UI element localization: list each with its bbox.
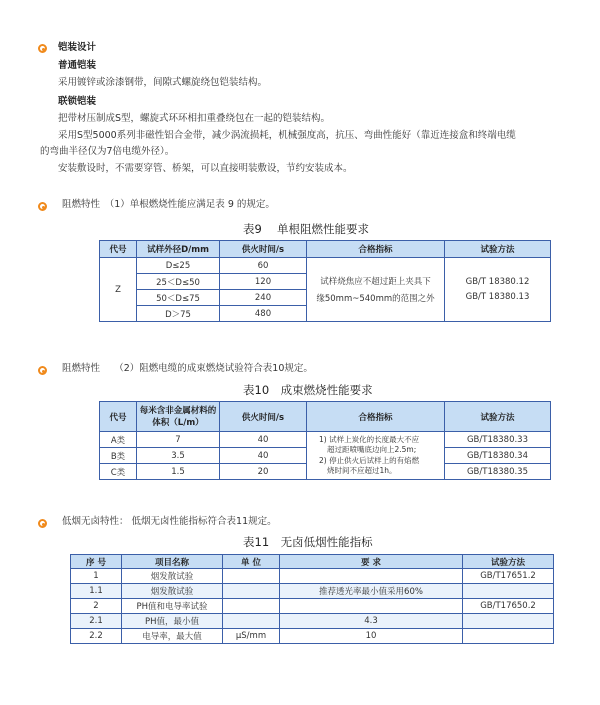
table-row [71,569,554,584]
table-cell: 1.1 [71,584,122,599]
armor-title: 铠装设计 [58,42,97,53]
table11 [70,554,554,644]
armor-paragraph: 采用镀锌或涂漆钢带，间隙式螺旋绕包铠装结构。 [58,77,268,88]
table10-caption: 表10 成束燃烧性能要求 [243,383,373,397]
table-cell [463,614,554,629]
table-header: 供火时间/s [220,402,307,432]
table-cell: C类 [100,464,137,480]
table-cell [223,569,280,584]
criteria-line: 超过距喷嘴底边向上2.5m; [327,445,417,454]
table-cell: 25＜D≤50 [137,274,220,290]
table-row [71,629,554,644]
method-line: GB/T 18380.12 [465,277,530,287]
table9-caption: 表9 单根阻燃性能要求 [243,222,369,236]
armor-paragraph: 安装敷设时，不需要穿管、桥架，可以直接明装敷设，节约安装成本。 [58,163,353,174]
table-cell: 40 [220,448,307,464]
table-cell: 1 [71,569,122,584]
flame1-intro: 阻燃特性 （1）单根燃烧性能应满足表 9 的规定。 [62,199,275,210]
table-cell: 480 [220,306,307,322]
table-header: 合格指标 [307,402,445,432]
smoke-intro: 低烟无卤特性： 低烟无卤性能指标符合表11规定。 [62,516,277,527]
table-header: 序 号 [71,555,122,569]
table-cell: 烟发散试验 [122,569,223,584]
table-cell: 推荐透光率最小值采用60% [280,584,463,599]
bullet-icon [38,366,47,375]
table-cell [280,569,463,584]
table-header: 项目名称 [122,555,223,569]
table-cell: 2.2 [71,629,122,644]
table-cell: 2 [71,599,122,614]
criteria-line: 试样烧焦应不超过距上夹具下 [320,277,431,287]
table-cell: B类 [100,448,137,464]
table-cell: 烟发散试验 [122,584,223,599]
table10 [99,401,551,480]
table-cell: PH值，最小值 [122,614,223,629]
table9 [99,240,551,322]
table-cell: GB/T18380.35 [445,464,551,480]
table-cell: GB/T17651.2 [463,569,554,584]
table-row [100,258,551,274]
table-header: 供火时间/s [220,241,307,258]
armor-paragraph: 的弯曲半径仅为7倍电缆外径）。 [40,146,175,157]
table-cell: 1.5 [137,464,220,480]
table-cell: 4.3 [280,614,463,629]
method-line: GB/T 18380.13 [465,292,530,302]
bullet-icon [38,202,47,211]
table-header: 单 位 [223,555,280,569]
criteria-line: 缘50mm~540mm的范围之外 [316,294,435,304]
table-cell [463,584,554,599]
table-header: 合格指标 [307,241,445,258]
armor-paragraph: 把带材压制成S型，螺旋式环环相扣重叠绕包在一起的铠装结构。 [58,113,331,124]
table-header: 代号 [100,402,137,432]
table-cell: 电导率，最大值 [122,629,223,644]
armor-sub-interlock: 联锁铠装 [58,96,97,107]
table-cell [463,629,554,644]
table-header: 代号 [100,241,137,258]
table-cell: PH值和电导率试验 [122,599,223,614]
armor-sub-normal: 普通铠装 [58,60,97,71]
table-cell: 60 [220,258,307,274]
table-cell [223,584,280,599]
table-row [100,432,551,448]
table-cell: GB/T17650.2 [463,599,554,614]
table-header: 要 求 [280,555,463,569]
table-cell: 2.1 [71,614,122,629]
table11-caption: 表11 无卤低烟性能指标 [243,535,373,549]
table-cell: D≤25 [137,258,220,274]
table-cell: 240 [220,290,307,306]
table-header: 试样外径D/mm [137,241,220,258]
table-cell-criteria [307,432,445,480]
table-cell: D＞75 [137,306,220,322]
table-cell: 20 [220,464,307,480]
criteria-line: 烧时间不应超过1h。 [327,466,397,475]
table-cell: 50＜D≤75 [137,290,220,306]
criteria-line: 2) 停止供火后试样上的有焰燃 [319,455,420,465]
table-header: 每米含非金属材料的体积（L/m） [137,402,220,432]
table-header: 试验方法 [463,555,554,569]
table-cell: 7 [137,432,220,448]
table-cell [280,599,463,614]
table-cell: A类 [100,432,137,448]
table-header: 试验方法 [445,402,551,432]
table-cell: 10 [280,629,463,644]
table-row [71,599,554,614]
table-cell-method [445,258,551,322]
table-cell: 120 [220,274,307,290]
bullet-icon [38,519,47,528]
table-cell: GB/T18380.33 [445,432,551,448]
table-header: 试验方法 [445,241,551,258]
flame2-intro: 阻燃特性 （2）阻燃电缆的成束燃烧试验符合表10规定。 [62,363,313,374]
table-cell: GB/T18380.34 [445,448,551,464]
table-cell-code: Z [100,258,137,322]
table-cell [223,599,280,614]
table-row [71,614,554,629]
bullet-icon [38,44,47,53]
table-cell-criteria [307,258,445,322]
table-cell: 3.5 [137,448,220,464]
table-row [71,584,554,599]
armor-paragraph: 采用S型5000系列非磁性铝合金带，减少涡流损耗，机械强度高，抗压、弯曲性能好（靠近连接盒和终端电缆 [58,130,516,141]
table-cell [223,614,280,629]
criteria-line: 1) 试样上炭化的长度最大不应 [319,434,420,444]
table-cell: 40 [220,432,307,448]
table-cell: μS/mm [223,629,280,644]
